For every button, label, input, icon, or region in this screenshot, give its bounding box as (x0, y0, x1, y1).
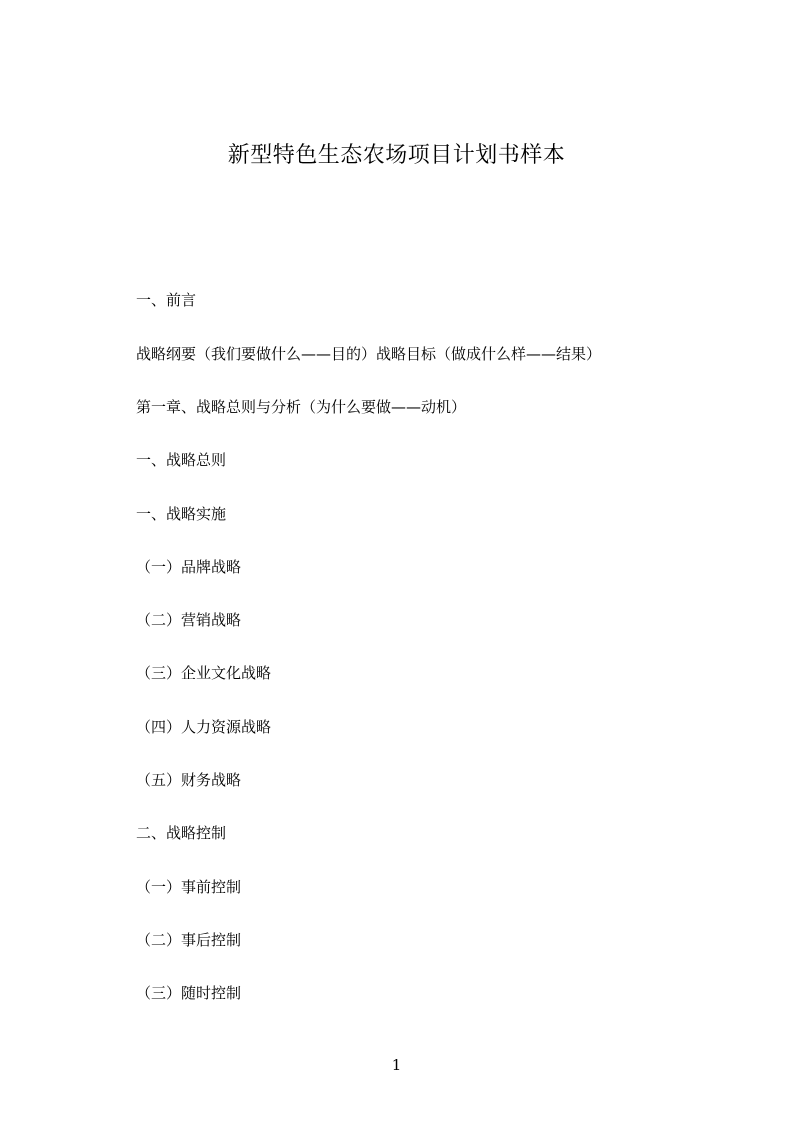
page-number: 1 (391, 1056, 402, 1074)
section-strategy-general: 一、战略总则 (136, 451, 227, 469)
item-pre-control: （一）事前控制 (136, 878, 242, 896)
item-finance-strategy: （五）财务战略 (136, 771, 242, 789)
chapter-one-heading: 第一章、战略总则与分析（为什么要做——动机） (136, 398, 467, 416)
item-post-control: （二）事后控制 (136, 931, 242, 949)
page-title: 新型特色生态农场项目计划书样本 (227, 143, 566, 168)
strategy-outline-line: 战略纲要（我们要做什么——目的）战略目标（做成什么样——结果） (136, 345, 602, 363)
item-culture-strategy: （三）企业文化战略 (136, 664, 272, 682)
item-realtime-control: （三）随时控制 (136, 984, 242, 1002)
item-hr-strategy: （四）人力资源战略 (136, 718, 272, 736)
item-brand-strategy: （一）品牌战略 (136, 558, 242, 576)
item-marketing-strategy: （二）营销战略 (136, 611, 242, 629)
section-preface: 一、前言 (136, 291, 197, 309)
section-strategy-control: 二、战略控制 (136, 824, 227, 842)
section-strategy-implementation: 一、战略实施 (136, 505, 227, 523)
